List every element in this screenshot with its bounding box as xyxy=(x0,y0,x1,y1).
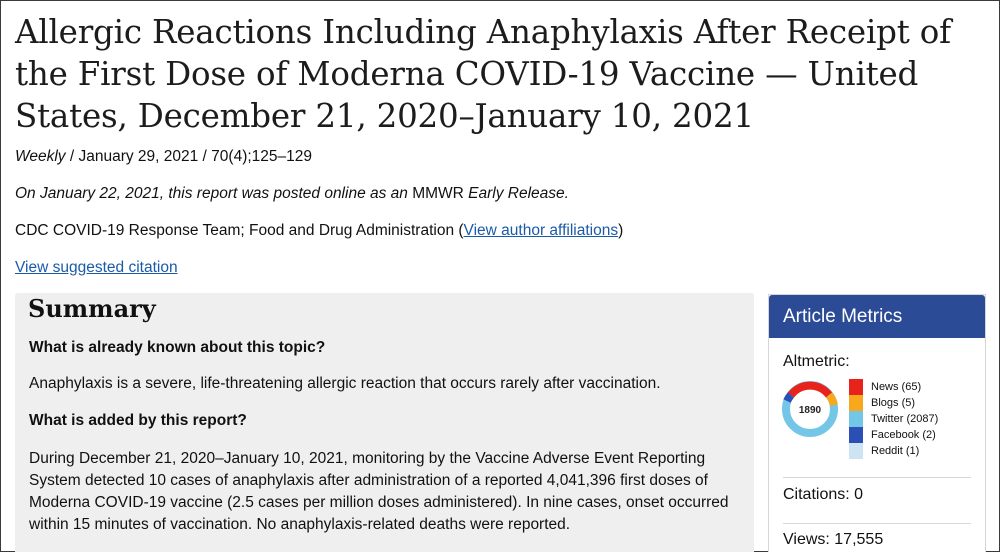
article-metrics-panel xyxy=(768,294,986,552)
early-release-note xyxy=(15,185,569,203)
summary-box xyxy=(15,293,754,552)
altmetric-legend xyxy=(849,379,938,459)
early-release-mmwr: MMWR xyxy=(412,185,464,202)
early-release-prefix: On January 22, 2021, this report was posted online as an xyxy=(15,185,413,202)
summary-answer-added: During December 21, 2020–January 10, 2021, monitoring by the Vaccine Adverse Event Reporting System detected 10 cases of anaphylaxis after administration of a reported 4,041,396 first doses of Moderna COVID-19 vaccine (2.5 cases per million doses administered). In nine cases, onset occurred within 15 minutes of vaccination. No anaphylaxis-related deaths were reported. xyxy=(29,450,729,533)
donut-facebook-segment xyxy=(787,395,791,401)
legend-item-twitter xyxy=(849,411,938,427)
view-author-affiliations-link[interactable]: View author affiliations xyxy=(463,222,619,239)
legend-reddit-label: Reddit (1) xyxy=(871,445,920,457)
early-release-suffix: Early Release. xyxy=(463,185,569,202)
legend-item-facebook xyxy=(849,427,938,443)
summary-question-known: What is already known about this topic? xyxy=(29,339,326,356)
view-suggested-citation-link[interactable]: View suggested citation xyxy=(15,259,178,276)
metrics-divider xyxy=(783,523,971,524)
news-swatch-icon xyxy=(849,379,863,395)
summary-answer-known: Anaphylaxis is a severe, life-threatening allergic reaction that occurs rarely after vaccination. xyxy=(29,375,661,392)
donut-blogs-segment xyxy=(829,395,834,405)
summary-heading: Summary xyxy=(28,294,156,323)
legend-twitter-label: Twitter (2087) xyxy=(871,413,939,425)
publication-date-volume: / January 29, 2021 / 70(4);125–129 xyxy=(65,148,313,165)
views-count: Views: 17,555 xyxy=(783,531,884,548)
authors-line xyxy=(15,222,623,240)
legend-item-reddit xyxy=(849,443,938,459)
twitter-swatch-icon xyxy=(849,411,863,427)
altmetric-donut-badge[interactable] xyxy=(782,381,838,437)
legend-item-news xyxy=(849,379,938,395)
altmetric-score: 1890 xyxy=(798,405,822,416)
legend-item-blogs xyxy=(849,395,938,411)
legend-blogs-label: Blogs (5) xyxy=(871,397,916,409)
publication-name: Weekly xyxy=(15,148,66,165)
facebook-swatch-icon xyxy=(849,427,863,443)
altmetric-label: Altmetric: xyxy=(783,353,850,370)
legend-facebook-label: Facebook (2) xyxy=(871,429,936,441)
article-metrics-header: Article Metrics xyxy=(769,295,985,338)
page-title: Allergic Reactions Including Anaphylaxis After Receipt of the First Dose of Moderna COVID-19 Vaccine — United States, December 21, 2020–January 10, 2021 xyxy=(15,13,951,135)
reddit-swatch-icon xyxy=(849,443,863,459)
citation-line xyxy=(15,259,178,277)
legend-news-label: News (65) xyxy=(871,381,922,393)
publication-line xyxy=(15,148,312,166)
citations-count: Citations: 0 xyxy=(783,486,864,503)
authors-close-paren: ) xyxy=(618,222,624,239)
blogs-swatch-icon xyxy=(849,395,863,411)
summary-question-added: What is added by this report? xyxy=(29,412,247,429)
authors-text: CDC COVID-19 Response Team; Food and Drug Administration ( xyxy=(15,222,464,239)
metrics-divider xyxy=(783,477,971,478)
